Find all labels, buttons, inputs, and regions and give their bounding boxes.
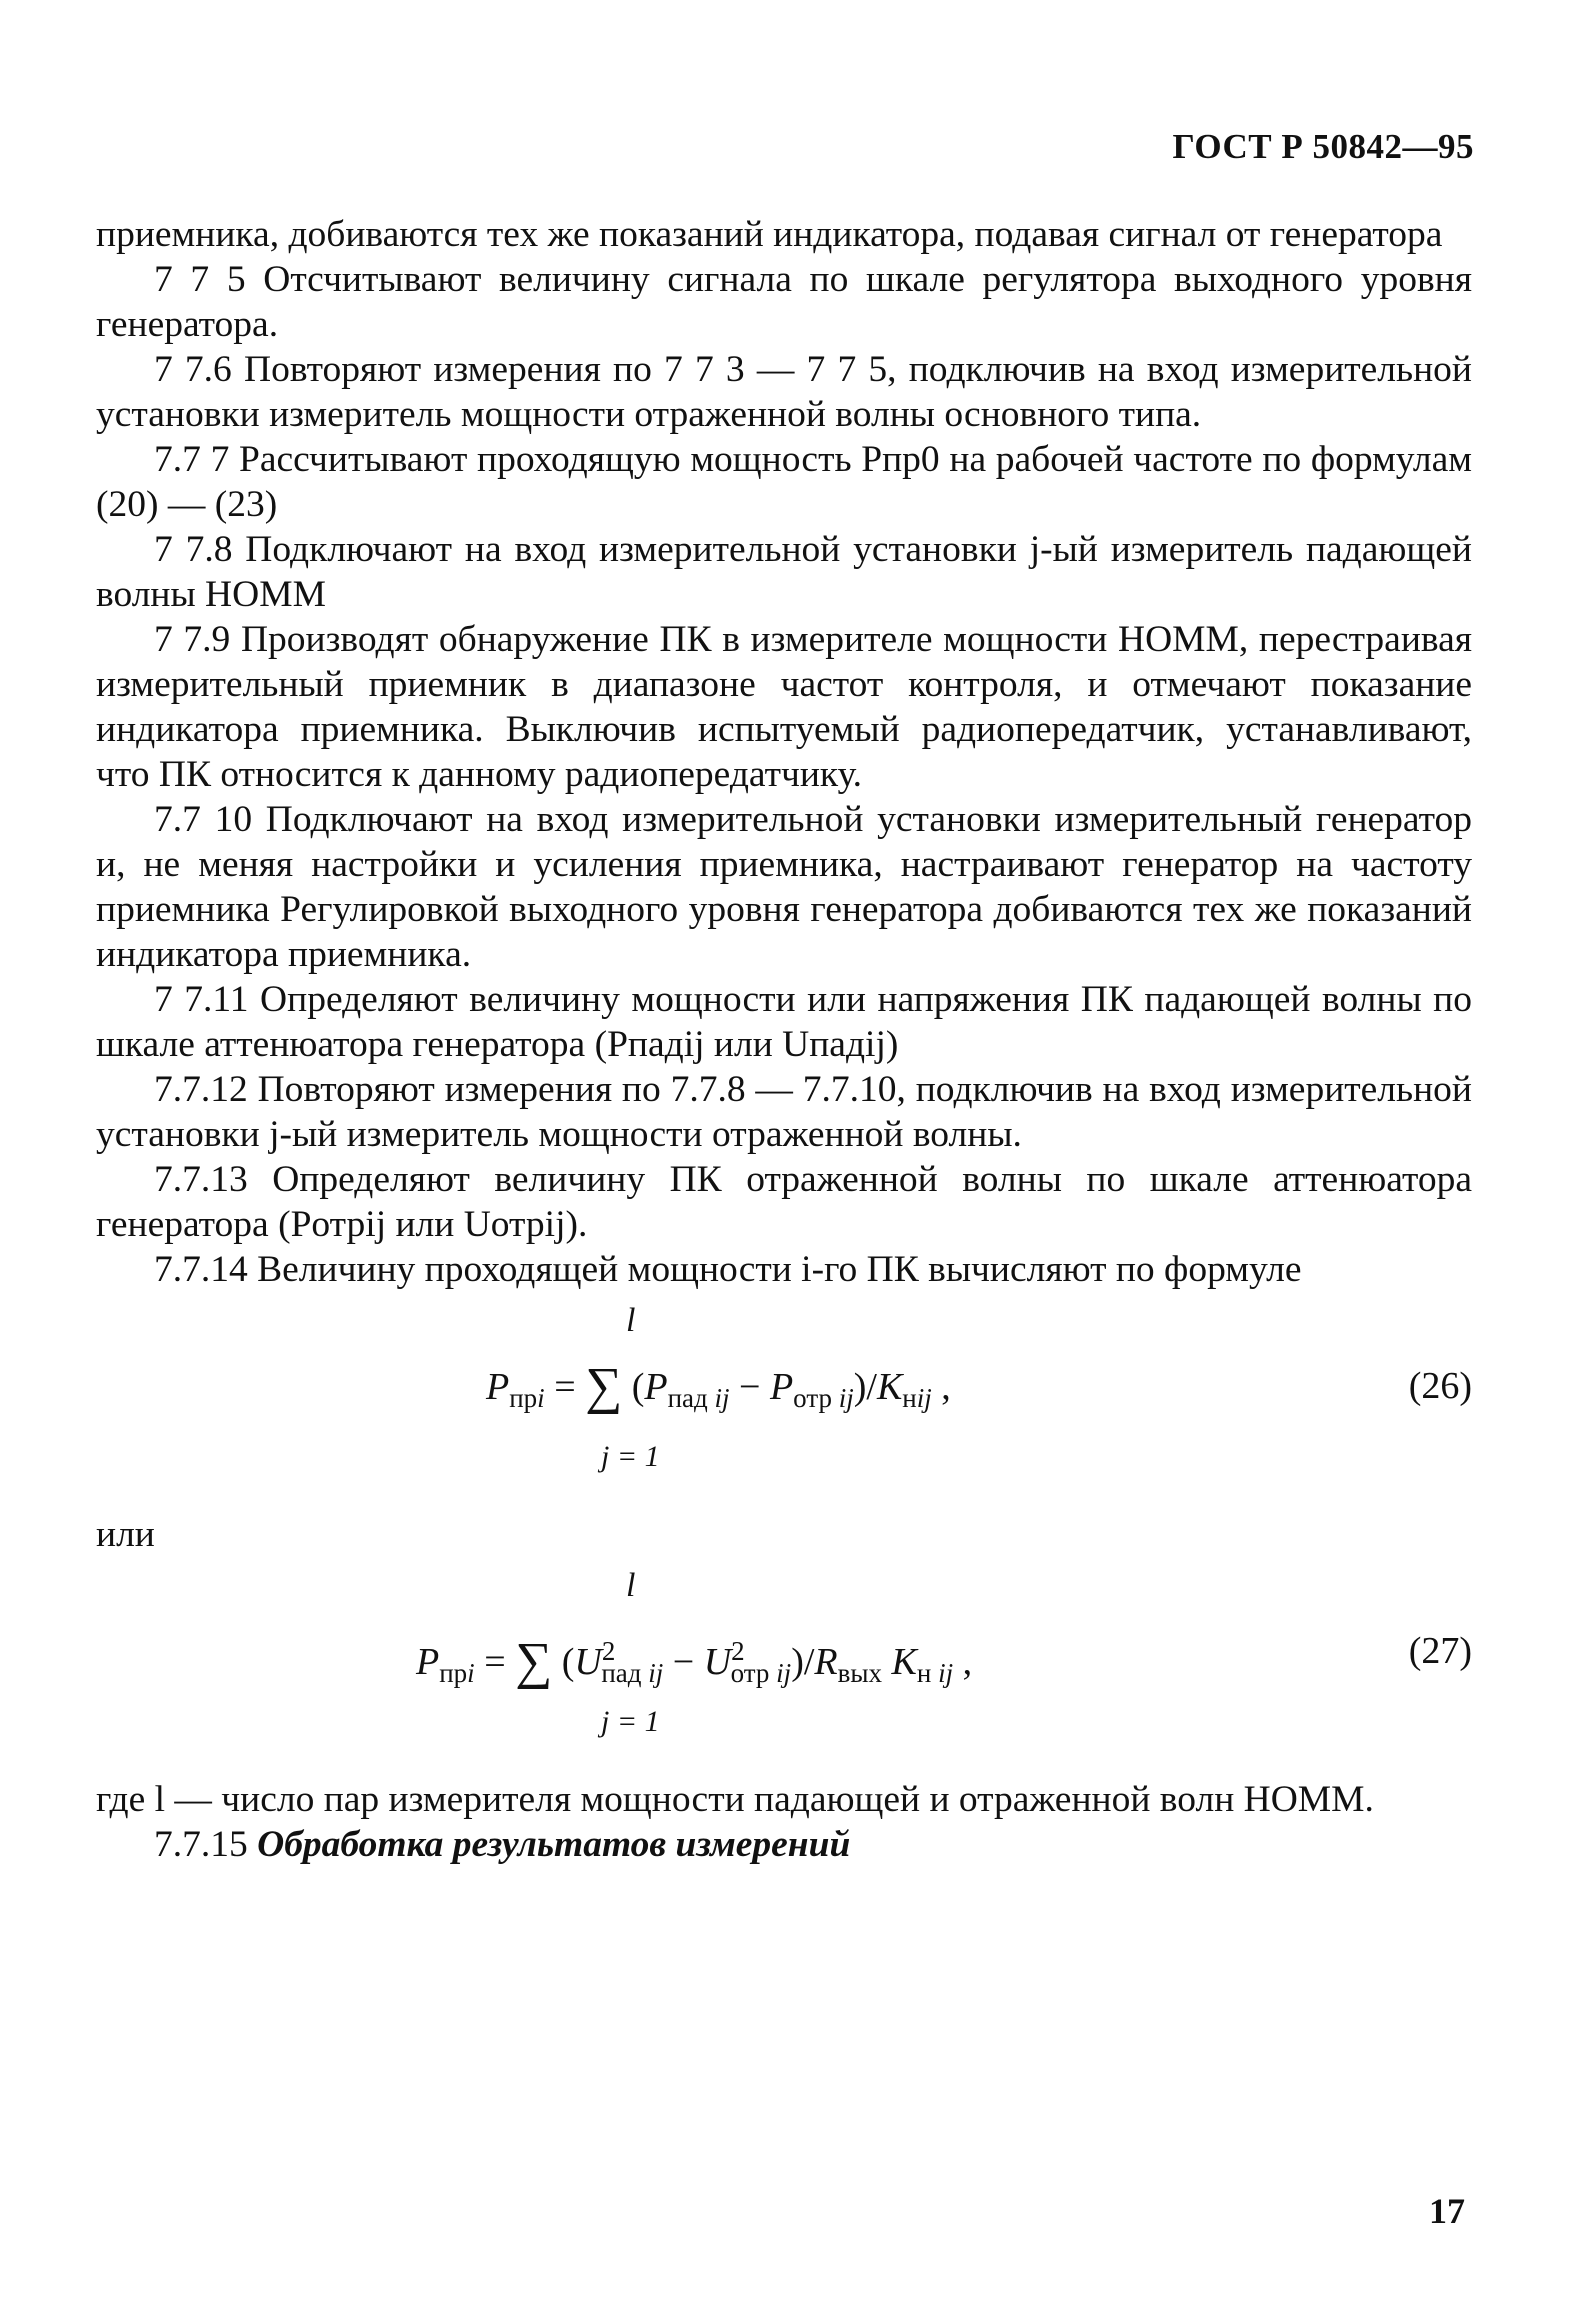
formula-27 [96, 1563, 1472, 1773]
paragraph-7-7-14: 7.7.14 Величину проходящей мощности i-го ПК вычисляют по формуле [154, 1249, 1302, 1290]
formula-26-upper-limit: l [626, 1302, 636, 1339]
subheading-title: Обработка результатов измерений [257, 1824, 851, 1865]
where-clause: где l — число пар измерителя мощности падающей и отраженной волн НОММ. [96, 1779, 1374, 1820]
formula-26 [96, 1298, 1472, 1508]
paragraph-7-7-6: 7 7.6 Повторяют измерения по 7 7 3 — 7 7 5, подключив на вход измерительной установки измеритель мощности отраженной волны основного типа. [96, 349, 1472, 435]
subheading-7-7-15 [96, 1822, 1472, 1867]
paragraph-7-7-5: 7 7 5 Отсчитывают величину сигнала по шкале регулятора выходного уровня генератора. [96, 259, 1472, 345]
formula-26-lower-limit: j = 1 [601, 1440, 660, 1473]
paragraph-7-7-11: 7 7.11 Определяют величину мощности или напряжения ПК падающей волны по шкале аттенюатора генератора (Pпадij или Uпадij) [96, 979, 1472, 1065]
page-number: 17 [1429, 2191, 1465, 2231]
formula-26-expression: $P_{прi}$ = ∑ $(P_{пад ij} - P_{отр ij})/K_{нij}$ , [486, 1358, 951, 1415]
formula-27-expression: $P_{прi}$ = ∑ $(U^2_{пад ij} - U^2_{отр ij})/R_{вых}$ $K_{н ij}$ , [416, 1633, 973, 1690]
paragraph-7-7-9: 7 7.9 Производят обнаружение ПК в измерителе мощности НОММ, перестраивая измерительный приемник в диапазоне частот контроля, и отмечают показание индикатора приемника. Выключив испытуемый радиопередатчик, устанавливают, что ПК относится к данному радиопередатчику. [96, 619, 1472, 795]
formula-27-upper-limit: l [626, 1567, 636, 1604]
paragraph-continuation: приемника, добиваются тех же показаний индикатора, подавая сигнал от генератора [96, 214, 1443, 255]
formula-26-number: (26) [1408, 1365, 1472, 1407]
formula-27-number: (27) [1408, 1630, 1472, 1672]
document-body [96, 212, 1472, 1867]
or-word: или [96, 1514, 155, 1555]
formula-27-lower-limit: j = 1 [601, 1705, 660, 1738]
paragraph-7-7-8: 7 7.8 Подключают на вход измерительной установки j-ый измеритель падающей волны НОММ [96, 529, 1472, 615]
paragraph-7-7-13: 7.7.13 Определяют величину ПК отраженной волны по шкале аттенюатора генератора (Pотрij или Uотрij). [96, 1159, 1472, 1245]
subheading-number: 7.7.15 [154, 1824, 248, 1865]
paragraph-7-7-7: 7.7 7 Рассчитывают проходящую мощность Pпр0 на рабочей частоте по формулам (20) — (23) [96, 439, 1472, 525]
paragraph-7-7-12: 7.7.12 Повторяют измерения по 7.7.8 — 7.7.10, подключив на вход измерительной установки j-ый измеритель мощности отраженной волны. [96, 1069, 1472, 1155]
paragraph-7-7-10: 7.7 10 Подключают на вход измерительной установки измерительный генератор и, не меняя настройки и усиления приемника, настраивают генератор на частоту приемника Регулировкой выходного уровня генератора добиваются тех же показаний индикатора приемника. [96, 799, 1472, 975]
standard-code-header: ГОСТ Р 50842—95 [1172, 127, 1474, 166]
